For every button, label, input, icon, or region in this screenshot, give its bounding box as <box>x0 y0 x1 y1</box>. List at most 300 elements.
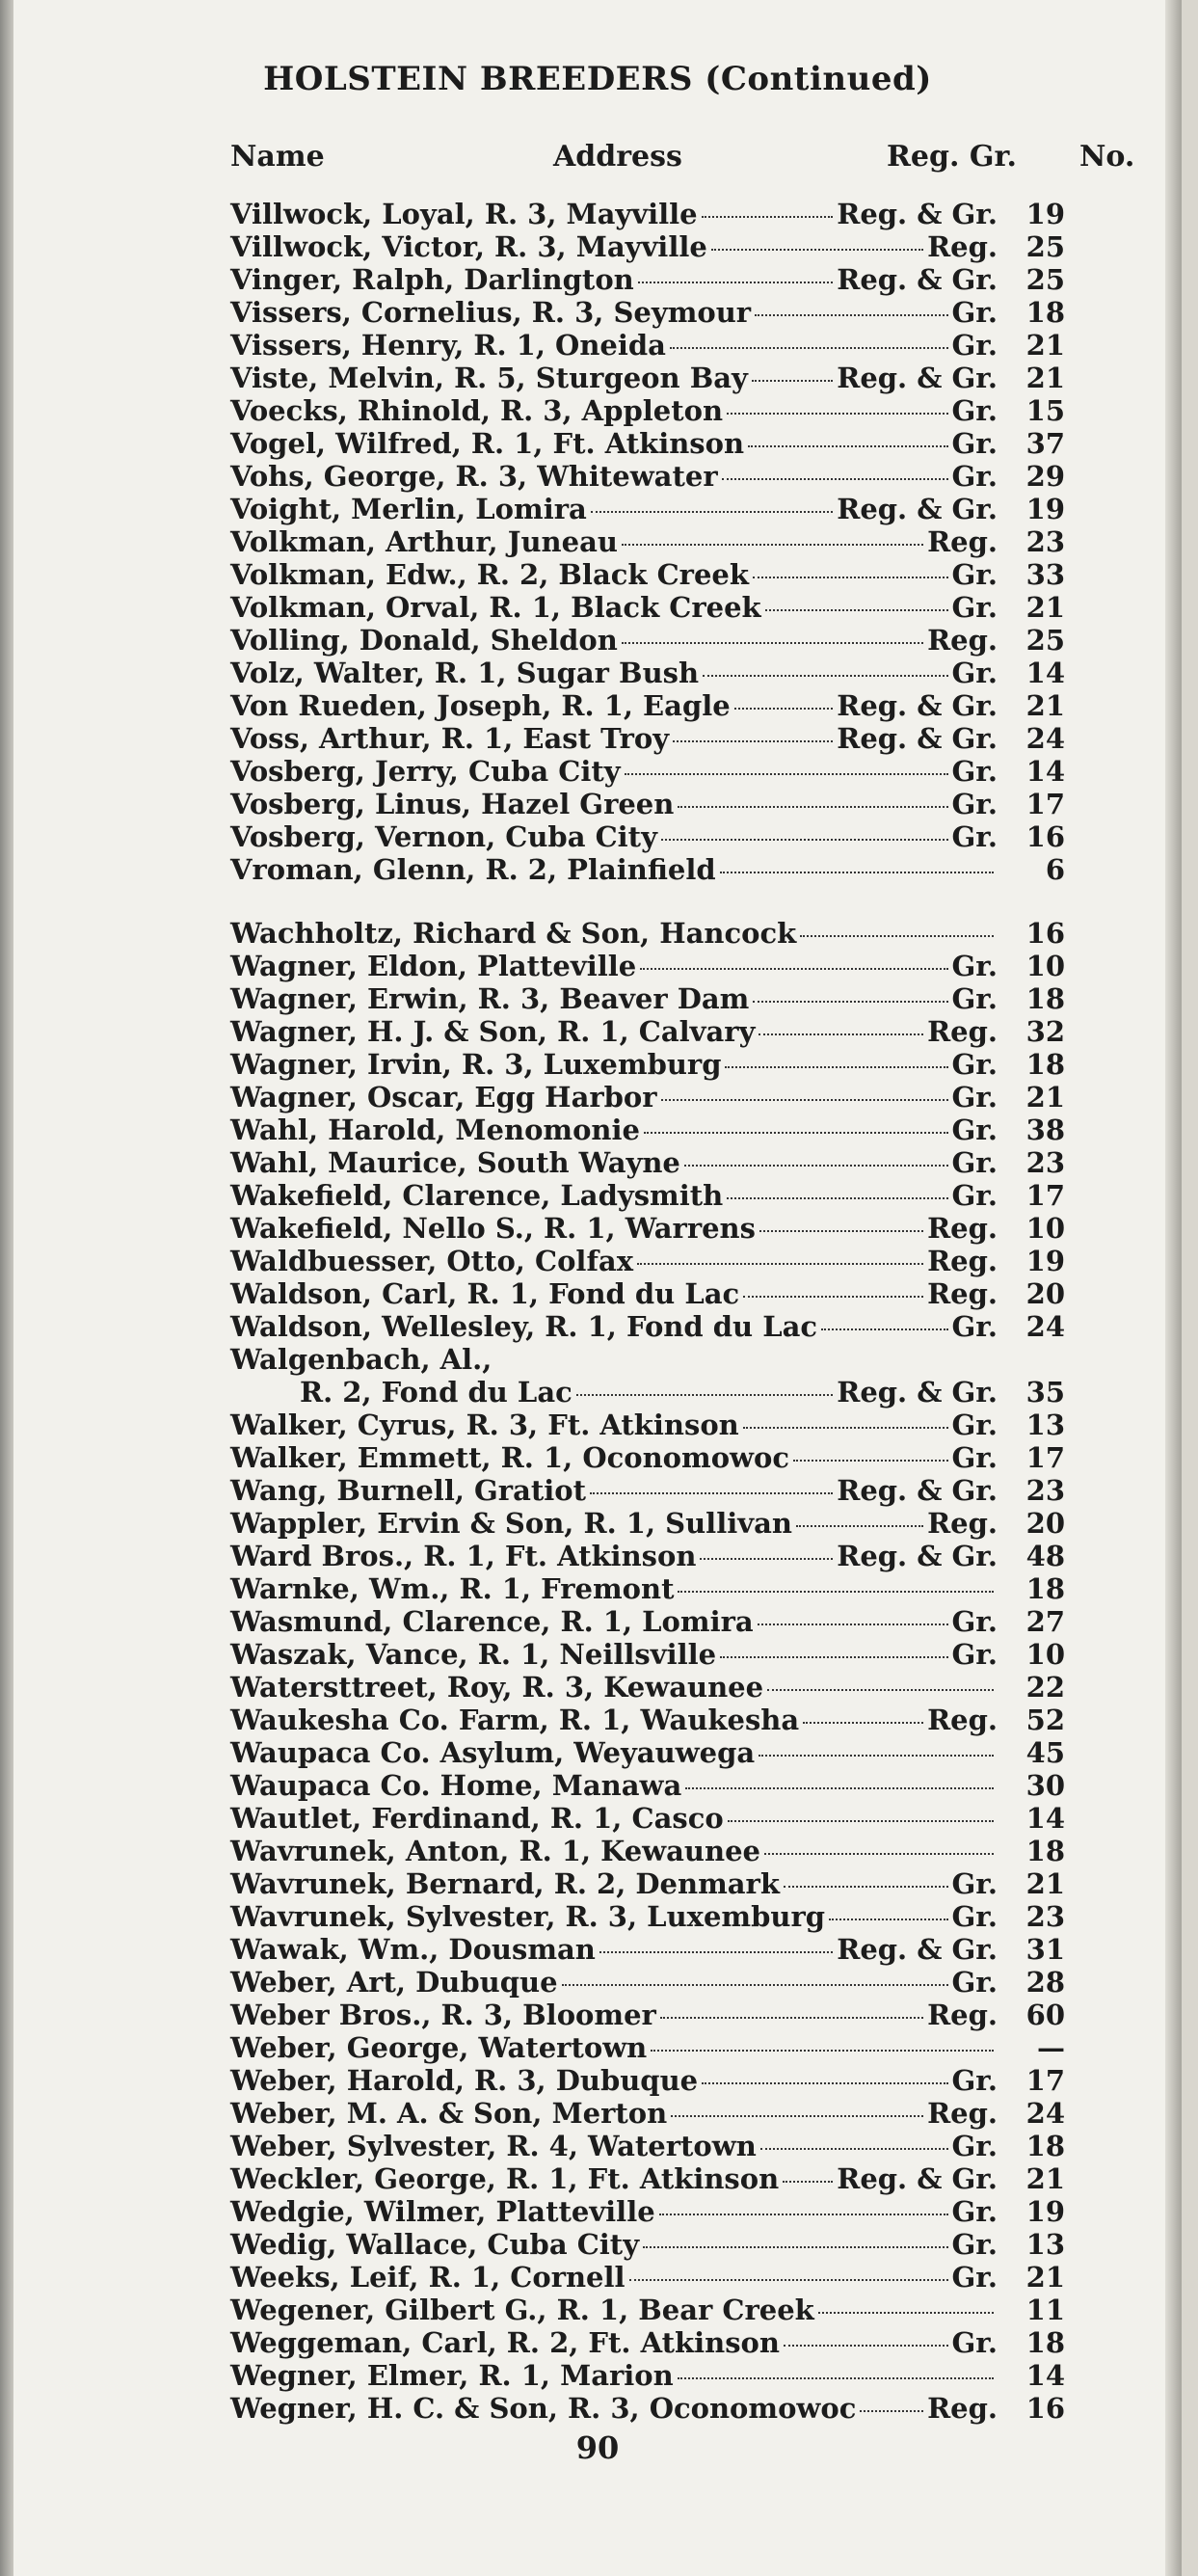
breeder-entry <box>230 2064 1065 2097</box>
herd-count: 17 <box>1025 788 1065 820</box>
leader-dots <box>765 609 948 611</box>
registration-type: Reg. <box>927 1704 998 1736</box>
page-title: HOLSTEIN BREEDERS (Continued) <box>263 60 932 98</box>
leader-dots <box>640 968 947 970</box>
herd-count: 21 <box>1025 2261 1065 2294</box>
herd-count: 37 <box>1025 427 1065 460</box>
breeder-name-address: Wavrunek, Anton, R. 1, Kewaunee <box>230 1835 760 1867</box>
leader-dots <box>760 2148 948 2150</box>
breeder-name-address: Wedgie, Wilmer, Platteville <box>230 2195 655 2228</box>
herd-count: 18 <box>1025 2130 1065 2162</box>
breeder-name-address: R. 2, Fond du Lac <box>300 1376 572 1409</box>
breeder-name-address: Volkman, Edw., R. 2, Black Creek <box>230 558 749 591</box>
breeder-name-address: Wang, Burnell, Gratiot <box>230 1474 587 1507</box>
registration-type: Reg. <box>927 1245 998 1277</box>
breeder-entry <box>230 1671 1065 1704</box>
herd-count: 21 <box>1025 1081 1065 1114</box>
registration-type: Reg. <box>927 525 998 558</box>
registration-type: Gr. <box>951 755 998 788</box>
registration-type: Gr. <box>951 1900 998 1933</box>
herd-count: 60 <box>1025 1999 1065 2031</box>
breeder-entry <box>230 263 1065 296</box>
breeder-name-address: Von Rueden, Joseph, R. 1, Eagle <box>230 689 731 722</box>
leader-dots <box>720 1656 947 1658</box>
registration-type: Reg. & Gr. <box>837 689 998 722</box>
breeder-entry <box>230 1474 1065 1507</box>
registration-type: Reg. & Gr. <box>837 493 998 525</box>
breeder-name-address: Wahl, Maurice, South Wayne <box>230 1146 680 1179</box>
leader-dots <box>685 1787 994 1789</box>
registration-type: Gr. <box>951 2326 998 2359</box>
herd-count: 24 <box>1025 2097 1065 2130</box>
breeder-name-address: Viste, Melvin, R. 5, Sturgeon Bay <box>230 362 748 394</box>
registration-type: Gr. <box>951 788 998 820</box>
registration-type: Reg. & Gr. <box>837 1540 998 1572</box>
herd-count: 29 <box>1025 460 1065 493</box>
breeder-entry <box>230 1867 1065 1900</box>
breeder-name-address: Weber, M. A. & Son, Merton <box>230 2097 668 2130</box>
breeder-name-address: Waupaca Co. Asylum, Weyauwega <box>230 1736 756 1769</box>
breeder-name-address: Voss, Arthur, R. 1, East Troy <box>230 722 670 755</box>
herd-count: 28 <box>1025 1966 1065 1999</box>
breeder-entry <box>230 755 1065 788</box>
leader-dots <box>711 249 923 251</box>
breeder-name-address: Villwock, Loyal, R. 3, Mayville <box>230 198 698 230</box>
leader-dots <box>758 1623 948 1625</box>
herd-count: 32 <box>1025 1015 1065 1048</box>
column-header-address: Address <box>553 140 682 174</box>
leader-dots <box>643 2246 947 2248</box>
breeder-name-address: Walker, Emmett, R. 1, Oconomowoc <box>230 1441 790 1474</box>
registration-type: Gr. <box>951 982 998 1015</box>
breeder-entry <box>230 982 1065 1015</box>
page-edge <box>1165 0 1182 2576</box>
herd-count: 14 <box>1025 755 1065 788</box>
herd-count: 19 <box>1025 2195 1065 2228</box>
breeder-name-address: Voecks, Rhinold, R. 3, Appleton <box>230 394 724 427</box>
registration-type: Gr. <box>951 1081 998 1114</box>
leader-dots <box>637 1263 923 1265</box>
breeder-name-address: Vohs, George, R. 3, Whitewater <box>230 460 718 493</box>
breeder-entry <box>230 1343 1065 1376</box>
herd-count: 21 <box>1025 2162 1065 2195</box>
breeder-entry <box>230 2359 1065 2392</box>
leader-dots <box>759 1230 923 1232</box>
breeder-entry <box>230 591 1065 624</box>
registration-type: Gr. <box>951 950 998 982</box>
breeder-name-address: Wagner, Irvin, R. 3, Luxemburg <box>230 1048 722 1081</box>
herd-count: 13 <box>1025 1409 1065 1441</box>
herd-count: 24 <box>1025 722 1065 755</box>
herd-count: 18 <box>1025 2326 1065 2359</box>
leader-dots <box>700 1558 833 1560</box>
breeder-entry <box>230 853 1065 886</box>
breeder-name-address: Weber, Sylvester, R. 4, Watertown <box>230 2130 757 2162</box>
leader-dots <box>722 478 948 480</box>
breeder-name-address: Waszak, Vance, R. 1, Neillsville <box>230 1638 717 1671</box>
breeder-name-address: Wegner, H. C. & Son, R. 3, Oconomowoc <box>230 2392 857 2425</box>
breeder-name-address: Wappler, Ervin & Son, R. 1, Sullivan <box>230 1507 792 1540</box>
breeder-name-address: Vosberg, Linus, Hazel Green <box>230 788 675 820</box>
herd-count: 14 <box>1025 657 1065 689</box>
breeder-entry <box>230 2097 1065 2130</box>
column-header-reg-gr: Reg. Gr. <box>887 140 1017 174</box>
registration-type: Reg. <box>927 2392 998 2425</box>
breeder-entry <box>230 493 1065 525</box>
breeder-entry <box>230 198 1065 230</box>
registration-type: Reg. <box>927 1999 998 2031</box>
herd-count: 21 <box>1025 689 1065 722</box>
breeder-name-address: Weber Bros., R. 3, Bloomer <box>230 1999 656 2031</box>
column-header-name: Name <box>230 140 325 174</box>
leader-dots <box>720 872 994 873</box>
leader-dots <box>644 1132 948 1134</box>
herd-count: 45 <box>1025 1736 1065 1769</box>
breeder-entry <box>230 1605 1065 1638</box>
breeder-name-address: Walker, Cyrus, R. 3, Ft. Atkinson <box>230 1409 739 1441</box>
leader-dots <box>678 806 947 808</box>
breeder-entry <box>230 624 1065 657</box>
leader-dots <box>590 1492 833 1494</box>
leader-dots <box>803 1722 923 1724</box>
registration-type: Gr. <box>951 1114 998 1146</box>
registration-type: Reg. <box>927 624 998 657</box>
breeder-entry <box>230 1736 1065 1769</box>
leader-dots <box>784 2345 948 2347</box>
breeder-entry <box>230 1540 1065 1572</box>
breeder-name-address: Wawak, Wm., Dousman <box>230 1933 596 1966</box>
herd-count: 21 <box>1025 329 1065 362</box>
leader-dots <box>784 1886 948 1888</box>
breeder-entry <box>230 394 1065 427</box>
registration-type: Gr. <box>951 1409 998 1441</box>
leader-dots <box>764 1853 994 1855</box>
registration-type: Reg. & Gr. <box>837 198 998 230</box>
leader-dots <box>661 1099 948 1101</box>
breeder-name-address: Volling, Donald, Sheldon <box>230 624 618 657</box>
registration-type: Reg. & Gr. <box>837 1376 998 1409</box>
breeder-name-address: Wautlet, Ferdinand, R. 1, Casco <box>230 1802 724 1835</box>
herd-count: 25 <box>1025 230 1065 263</box>
breeder-name-address: Vosberg, Vernon, Cuba City <box>230 820 657 853</box>
registration-type: Reg. & Gr. <box>837 263 998 296</box>
herd-count: 22 <box>1025 1671 1065 1704</box>
breeder-name-address: Vosberg, Jerry, Cuba City <box>230 755 621 788</box>
registration-type: Gr. <box>951 2130 998 2162</box>
registration-type: Gr. <box>951 2228 998 2261</box>
breeder-entry <box>230 362 1065 394</box>
registration-type: Gr. <box>951 2261 998 2294</box>
registration-type: Gr. <box>951 1146 998 1179</box>
leader-dots <box>576 1394 833 1396</box>
herd-count: 10 <box>1025 1638 1065 1671</box>
registration-type: Gr. <box>951 558 998 591</box>
breeder-entry <box>230 1933 1065 1966</box>
registration-type: Reg. & Gr. <box>837 1933 998 1966</box>
herd-count: 23 <box>1025 1474 1065 1507</box>
breeder-name-address: Waldbuesser, Otto, Colfax <box>230 1245 633 1277</box>
herd-count: 10 <box>1025 1212 1065 1245</box>
breeder-entry <box>230 1999 1065 2031</box>
herd-count: 35 <box>1025 1376 1065 1409</box>
breeder-entry <box>230 296 1065 329</box>
registration-type: Gr. <box>951 1179 998 1212</box>
breeder-name-address: Voight, Merlin, Lomira <box>230 493 587 525</box>
breeder-entry <box>230 1212 1065 1245</box>
breeder-name-address: Wakefield, Clarence, Ladysmith <box>230 1179 724 1212</box>
herd-count: 33 <box>1025 558 1065 591</box>
breeder-entry <box>230 1572 1065 1605</box>
herd-count: 23 <box>1025 525 1065 558</box>
breeder-name-address: Watersttreet, Roy, R. 3, Kewaunee <box>230 1671 764 1704</box>
herd-count: 16 <box>1025 917 1065 950</box>
breeder-entry <box>230 917 1065 950</box>
registration-type: Reg. <box>927 1015 998 1048</box>
leader-dots <box>743 1296 923 1298</box>
leader-dots <box>818 2312 994 2314</box>
herd-count: 30 <box>1025 1769 1065 1802</box>
herd-count: 21 <box>1025 1867 1065 1900</box>
breeder-name-address: Weggeman, Carl, R. 2, Ft. Atkinson <box>230 2326 780 2359</box>
leader-dots <box>793 1460 948 1462</box>
herd-count: 18 <box>1025 1835 1065 1867</box>
breeder-name-address: Vissers, Henry, R. 1, Oneida <box>230 329 666 362</box>
leader-dots <box>625 773 948 775</box>
leader-dots <box>678 1591 994 1593</box>
herd-count: 6 <box>1045 853 1065 886</box>
breeder-entry <box>230 1441 1065 1474</box>
breeder-name-address: Wakefield, Nello S., R. 1, Warrens <box>230 1212 756 1245</box>
leader-dots <box>783 2181 833 2183</box>
leader-dots <box>743 1427 948 1429</box>
registration-type: Gr. <box>951 2195 998 2228</box>
breeder-entry <box>230 788 1065 820</box>
herd-count: 17 <box>1025 1441 1065 1474</box>
breeder-entry <box>230 329 1065 362</box>
breeder-name-address: Volkman, Orval, R. 1, Black Creek <box>230 591 761 624</box>
leader-dots <box>860 2410 923 2412</box>
registration-type: Reg. <box>927 2097 998 2130</box>
herd-count: 17 <box>1025 2064 1065 2097</box>
breeder-entry <box>230 657 1065 689</box>
registration-type: Reg. & Gr. <box>837 2162 998 2195</box>
leader-dots <box>622 642 923 644</box>
leader-dots <box>651 2050 994 2052</box>
registration-type: Gr. <box>951 1638 998 1671</box>
herd-count: 23 <box>1025 1146 1065 1179</box>
breeder-entry <box>230 689 1065 722</box>
leader-dots <box>753 1001 947 1003</box>
registration-type: Reg. <box>927 1277 998 1310</box>
herd-count: 18 <box>1025 1572 1065 1605</box>
registration-type: Gr. <box>951 1966 998 1999</box>
breeder-entry <box>230 460 1065 493</box>
breeder-name-address: Weckler, George, R. 1, Ft. Atkinson <box>230 2162 780 2195</box>
breeder-entry <box>230 2162 1065 2195</box>
breeder-name-address: Weber, Art, Dubuque <box>230 1966 558 1999</box>
breeder-entry <box>230 2130 1065 2162</box>
breeder-name-address: Vissers, Cornelius, R. 3, Seymour <box>230 296 752 329</box>
leader-dots <box>727 413 947 415</box>
breeder-entry <box>230 2392 1065 2425</box>
breeder-entry <box>230 427 1065 460</box>
breeder-entry <box>230 1048 1065 1081</box>
registration-type: Gr. <box>951 1048 998 1081</box>
breeder-name-address: Wedig, Wallace, Cuba City <box>230 2228 640 2261</box>
breeder-entry <box>230 2294 1065 2326</box>
registration-type: Gr. <box>951 427 998 460</box>
herd-count: 24 <box>1025 1310 1065 1343</box>
leader-dots <box>599 1951 833 1953</box>
breeder-entry <box>230 2228 1065 2261</box>
column-header-no: No. <box>1079 140 1135 174</box>
breeder-name-address: Weber, George, Watertown <box>230 2031 648 2064</box>
registration-type: Reg. <box>927 1212 998 1245</box>
herd-count: 20 <box>1025 1507 1065 1540</box>
herd-count: 20 <box>1025 1277 1065 1310</box>
herd-count: — <box>1037 2031 1065 2064</box>
breeder-entry <box>230 558 1065 591</box>
registration-type: Reg. & Gr. <box>837 722 998 755</box>
group-spacer <box>230 886 1065 917</box>
breeder-name-address: Wahl, Harold, Menomonie <box>230 1114 640 1146</box>
leader-dots <box>727 1197 947 1199</box>
breeder-entry <box>230 820 1065 853</box>
breeder-name-address: Ward Bros., R. 1, Ft. Atkinson <box>230 1540 697 1572</box>
breeder-name-address: Waldson, Carl, R. 1, Fond du Lac <box>230 1277 740 1310</box>
herd-count: 21 <box>1025 591 1065 624</box>
breeder-name-address: Wagner, Eldon, Platteville <box>230 950 637 982</box>
leader-dots <box>728 1820 994 1822</box>
breeder-name-address: Weeks, Leif, R. 1, Cornell <box>230 2261 626 2294</box>
breeder-name-address: Wagner, Erwin, R. 3, Beaver Dam <box>230 982 750 1015</box>
breeder-name-address: Villwock, Victor, R. 3, Mayville <box>230 230 707 263</box>
leader-dots <box>753 577 948 578</box>
leader-dots <box>629 2279 948 2281</box>
breeder-entry <box>230 1900 1065 1933</box>
breeder-entry <box>230 1769 1065 1802</box>
registration-type: Reg. <box>927 1507 998 1540</box>
leader-dots <box>800 935 994 937</box>
registration-type: Gr. <box>951 296 998 329</box>
breeder-list <box>230 198 1065 2425</box>
leader-dots <box>661 839 948 841</box>
breeder-entry <box>230 1835 1065 1867</box>
leader-dots <box>671 2115 923 2117</box>
breeder-entry <box>230 1704 1065 1736</box>
herd-count: 18 <box>1025 1048 1065 1081</box>
breeder-name-address: Volz, Walter, R. 1, Sugar Bush <box>230 657 700 689</box>
leader-dots <box>755 314 947 316</box>
herd-count: 21 <box>1025 362 1065 394</box>
leader-dots <box>673 740 833 742</box>
leader-dots <box>759 1033 923 1035</box>
registration-type: Reg. <box>927 230 998 263</box>
herd-count: 16 <box>1025 820 1065 853</box>
registration-type: Reg. & Gr. <box>837 1474 998 1507</box>
herd-count: 25 <box>1025 624 1065 657</box>
breeder-name-address: Wagner, H. J. & Son, R. 1, Calvary <box>230 1015 756 1048</box>
leader-dots <box>562 1984 948 1986</box>
leader-dots <box>622 544 923 546</box>
herd-count: 19 <box>1025 198 1065 230</box>
herd-count: 17 <box>1025 1179 1065 1212</box>
page-binding <box>0 0 13 2576</box>
leader-dots <box>678 2377 994 2379</box>
breeder-name-address: Walgenbach, Al., <box>230 1343 493 1376</box>
herd-count: 15 <box>1025 394 1065 427</box>
breeder-entry <box>230 1310 1065 1343</box>
herd-count: 52 <box>1025 1704 1065 1736</box>
breeder-entry <box>230 2031 1065 2064</box>
breeder-entry <box>230 1114 1065 1146</box>
breeder-entry <box>230 1966 1065 1999</box>
breeder-name-address: Wegner, Elmer, R. 1, Marion <box>230 2359 674 2392</box>
leader-dots <box>796 1525 923 1527</box>
herd-count: 19 <box>1025 1245 1065 1277</box>
herd-count: 10 <box>1025 950 1065 982</box>
breeder-entry <box>230 1638 1065 1671</box>
registration-type: Reg. & Gr. <box>837 362 998 394</box>
herd-count: 16 <box>1025 2392 1065 2425</box>
leader-dots <box>748 445 947 447</box>
herd-count: 19 <box>1025 493 1065 525</box>
registration-type: Gr. <box>951 1441 998 1474</box>
herd-count: 31 <box>1025 1933 1065 1966</box>
leader-dots <box>660 2017 923 2019</box>
breeder-entry <box>230 1179 1065 1212</box>
breeder-entry <box>230 1081 1065 1114</box>
herd-count: 13 <box>1025 2228 1065 2261</box>
leader-dots <box>821 1328 947 1330</box>
herd-count: 27 <box>1025 1605 1065 1638</box>
registration-type: Gr. <box>951 820 998 853</box>
herd-count: 18 <box>1025 296 1065 329</box>
leader-dots <box>659 2214 948 2215</box>
herd-count: 23 <box>1025 1900 1065 1933</box>
herd-count: 18 <box>1025 982 1065 1015</box>
leader-dots <box>725 1066 947 1068</box>
breeder-entry <box>230 1245 1065 1277</box>
breeder-name-address: Wavrunek, Sylvester, R. 3, Luxemburg <box>230 1900 826 1933</box>
breeder-entry <box>230 1409 1065 1441</box>
leader-dots <box>638 282 833 283</box>
registration-type: Gr. <box>951 591 998 624</box>
breeder-name-address: Vogel, Wilfred, R. 1, Ft. Atkinson <box>230 427 745 460</box>
breeder-name-address: Wavrunek, Bernard, R. 2, Denmark <box>230 1867 780 1900</box>
leader-dots <box>734 708 834 710</box>
breeder-name-address: Volkman, Arthur, Juneau <box>230 525 618 558</box>
breeder-name-address: Wasmund, Clarence, R. 1, Lomira <box>230 1605 754 1638</box>
directory-page <box>13 0 1182 2576</box>
leader-dots <box>752 380 833 382</box>
herd-count: 11 <box>1025 2294 1065 2326</box>
breeder-name-address: Vroman, Glenn, R. 2, Plainfield <box>230 853 716 886</box>
leader-dots <box>702 216 834 218</box>
breeder-name-address: Wegener, Gilbert G., R. 1, Bear Creek <box>230 2294 814 2326</box>
herd-count: 14 <box>1025 1802 1065 1835</box>
breeder-entry <box>230 525 1065 558</box>
registration-type: Gr. <box>951 460 998 493</box>
breeder-entry <box>230 1376 1065 1409</box>
breeder-name-address: Wagner, Oscar, Egg Harbor <box>230 1081 657 1114</box>
page-number: 90 <box>575 2429 620 2466</box>
breeder-entry <box>230 950 1065 982</box>
breeder-entry <box>230 2261 1065 2294</box>
breeder-entry <box>230 2326 1065 2359</box>
breeder-entry <box>230 2195 1065 2228</box>
registration-type: Gr. <box>951 329 998 362</box>
